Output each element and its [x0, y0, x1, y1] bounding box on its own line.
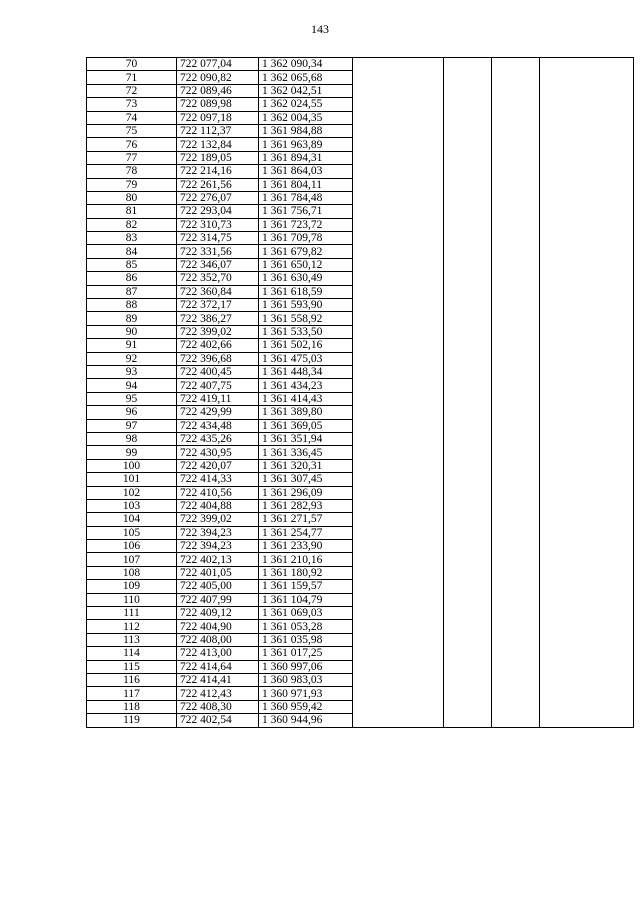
point-number-cell: 82 — [87, 218, 177, 231]
y-coordinate-cell: 1 361 894,31 — [259, 151, 353, 164]
y-coordinate-cell: 1 361 210,16 — [259, 553, 353, 566]
point-number-cell: 112 — [87, 620, 177, 633]
x-coordinate-cell: 722 090,82 — [177, 71, 259, 84]
point-number-cell: 86 — [87, 272, 177, 285]
x-coordinate-cell: 722 189,05 — [177, 151, 259, 164]
point-number-cell: 73 — [87, 98, 177, 111]
point-number-cell: 72 — [87, 84, 177, 97]
point-number-cell: 109 — [87, 580, 177, 593]
x-coordinate-cell: 722 404,90 — [177, 620, 259, 633]
x-coordinate-cell: 722 429,99 — [177, 406, 259, 419]
x-coordinate-cell: 722 405,00 — [177, 580, 259, 593]
point-number-cell: 93 — [87, 365, 177, 378]
y-coordinate-cell: 1 361 414,43 — [259, 392, 353, 405]
x-coordinate-cell: 722 310,73 — [177, 218, 259, 231]
point-number-cell: 111 — [87, 607, 177, 620]
x-coordinate-cell: 722 419,11 — [177, 392, 259, 405]
y-coordinate-cell: 1 360 959,42 — [259, 700, 353, 713]
y-coordinate-cell: 1 361 502,16 — [259, 339, 353, 352]
point-number-cell: 115 — [87, 660, 177, 673]
point-number-cell: 79 — [87, 178, 177, 191]
y-coordinate-cell: 1 361 723,72 — [259, 218, 353, 231]
point-number-cell: 87 — [87, 285, 177, 298]
empty-column-7 — [540, 58, 634, 728]
x-coordinate-cell: 722 430,95 — [177, 446, 259, 459]
y-coordinate-cell: 1 361 254,77 — [259, 526, 353, 539]
x-coordinate-cell: 722 132,84 — [177, 138, 259, 151]
point-number-cell: 107 — [87, 553, 177, 566]
y-coordinate-cell: 1 361 035,98 — [259, 633, 353, 646]
x-coordinate-cell: 722 402,66 — [177, 339, 259, 352]
x-coordinate-cell: 722 089,98 — [177, 98, 259, 111]
x-coordinate-cell: 722 413,00 — [177, 647, 259, 660]
table-row — [87, 58, 634, 71]
y-coordinate-cell: 1 361 630,49 — [259, 272, 353, 285]
y-coordinate-cell: 1 361 336,45 — [259, 446, 353, 459]
y-coordinate-cell: 1 361 017,25 — [259, 647, 353, 660]
x-coordinate-cell: 722 420,07 — [177, 459, 259, 472]
y-coordinate-cell: 1 360 971,93 — [259, 687, 353, 700]
y-coordinate-cell: 1 361 389,80 — [259, 406, 353, 419]
y-coordinate-cell: 1 361 593,90 — [259, 299, 353, 312]
x-coordinate-cell: 722 314,75 — [177, 232, 259, 245]
point-number-cell: 83 — [87, 232, 177, 245]
empty-column-5 — [444, 58, 492, 728]
x-coordinate-cell: 722 414,33 — [177, 473, 259, 486]
point-number-cell: 90 — [87, 325, 177, 338]
y-coordinate-cell: 1 361 069,03 — [259, 607, 353, 620]
point-number-cell: 70 — [87, 58, 177, 71]
y-coordinate-cell: 1 360 983,03 — [259, 673, 353, 686]
coordinates-table — [86, 57, 634, 728]
point-number-cell: 95 — [87, 392, 177, 405]
point-number-cell: 118 — [87, 700, 177, 713]
x-coordinate-cell: 722 407,75 — [177, 379, 259, 392]
y-coordinate-cell: 1 361 963,89 — [259, 138, 353, 151]
y-coordinate-cell: 1 361 104,79 — [259, 593, 353, 606]
table-body — [87, 58, 634, 728]
point-number-cell: 113 — [87, 633, 177, 646]
x-coordinate-cell: 722 407,99 — [177, 593, 259, 606]
y-coordinate-cell: 1 361 053,28 — [259, 620, 353, 633]
x-coordinate-cell: 722 414,41 — [177, 673, 259, 686]
point-number-cell: 105 — [87, 526, 177, 539]
x-coordinate-cell: 722 089,46 — [177, 84, 259, 97]
x-coordinate-cell: 722 214,16 — [177, 165, 259, 178]
y-coordinate-cell: 1 361 351,94 — [259, 432, 353, 445]
point-number-cell: 81 — [87, 205, 177, 218]
y-coordinate-cell: 1 361 296,09 — [259, 486, 353, 499]
y-coordinate-cell: 1 361 804,11 — [259, 178, 353, 191]
empty-column-4 — [353, 58, 444, 728]
x-coordinate-cell: 722 112,37 — [177, 124, 259, 137]
point-number-cell: 96 — [87, 406, 177, 419]
x-coordinate-cell: 722 372,17 — [177, 299, 259, 312]
page-number: 143 — [311, 22, 329, 36]
x-coordinate-cell: 722 409,12 — [177, 607, 259, 620]
point-number-cell: 119 — [87, 714, 177, 727]
x-coordinate-cell: 722 401,05 — [177, 566, 259, 579]
point-number-cell: 94 — [87, 379, 177, 392]
y-coordinate-cell: 1 361 369,05 — [259, 419, 353, 432]
x-coordinate-cell: 722 352,70 — [177, 272, 259, 285]
point-number-cell: 85 — [87, 258, 177, 271]
y-coordinate-cell: 1 361 650,12 — [259, 258, 353, 271]
y-coordinate-cell: 1 361 558,92 — [259, 312, 353, 325]
point-number-cell: 116 — [87, 673, 177, 686]
y-coordinate-cell: 1 362 024,55 — [259, 98, 353, 111]
point-number-cell: 102 — [87, 486, 177, 499]
x-coordinate-cell: 722 399,02 — [177, 513, 259, 526]
y-coordinate-cell: 1 361 448,34 — [259, 365, 353, 378]
point-number-cell: 92 — [87, 352, 177, 365]
y-coordinate-cell: 1 361 864,03 — [259, 165, 353, 178]
x-coordinate-cell: 722 346,07 — [177, 258, 259, 271]
point-number-cell: 103 — [87, 499, 177, 512]
point-number-cell: 108 — [87, 566, 177, 579]
y-coordinate-cell: 1 361 709,78 — [259, 232, 353, 245]
x-coordinate-cell: 722 077,04 — [177, 58, 259, 71]
y-coordinate-cell: 1 360 997,06 — [259, 660, 353, 673]
point-number-cell: 89 — [87, 312, 177, 325]
point-number-cell: 74 — [87, 111, 177, 124]
y-coordinate-cell: 1 361 307,45 — [259, 473, 353, 486]
x-coordinate-cell: 722 404,88 — [177, 499, 259, 512]
point-number-cell: 91 — [87, 339, 177, 352]
y-coordinate-cell: 1 362 065,68 — [259, 71, 353, 84]
x-coordinate-cell: 722 402,54 — [177, 714, 259, 727]
x-coordinate-cell: 722 414,64 — [177, 660, 259, 673]
point-number-cell: 100 — [87, 459, 177, 472]
point-number-cell: 106 — [87, 540, 177, 553]
x-coordinate-cell: 722 276,07 — [177, 191, 259, 204]
x-coordinate-cell: 722 408,00 — [177, 633, 259, 646]
y-coordinate-cell: 1 362 090,34 — [259, 58, 353, 71]
point-number-cell: 104 — [87, 513, 177, 526]
point-number-cell: 75 — [87, 124, 177, 137]
x-coordinate-cell: 722 394,23 — [177, 526, 259, 539]
x-coordinate-cell: 722 408,30 — [177, 700, 259, 713]
y-coordinate-cell: 1 361 679,82 — [259, 245, 353, 258]
point-number-cell: 78 — [87, 165, 177, 178]
x-coordinate-cell: 722 360,84 — [177, 285, 259, 298]
point-number-cell: 98 — [87, 432, 177, 445]
point-number-cell: 114 — [87, 647, 177, 660]
y-coordinate-cell: 1 361 159,57 — [259, 580, 353, 593]
point-number-cell: 117 — [87, 687, 177, 700]
point-number-cell: 88 — [87, 299, 177, 312]
x-coordinate-cell: 722 410,56 — [177, 486, 259, 499]
point-number-cell: 84 — [87, 245, 177, 258]
x-coordinate-cell: 722 399,02 — [177, 325, 259, 338]
x-coordinate-cell: 722 434,48 — [177, 419, 259, 432]
y-coordinate-cell: 1 361 434,23 — [259, 379, 353, 392]
y-coordinate-cell: 1 361 784,48 — [259, 191, 353, 204]
x-coordinate-cell: 722 386,27 — [177, 312, 259, 325]
empty-column-6 — [492, 58, 540, 728]
x-coordinate-cell: 722 400,45 — [177, 365, 259, 378]
y-coordinate-cell: 1 361 320,31 — [259, 459, 353, 472]
x-coordinate-cell: 722 402,13 — [177, 553, 259, 566]
y-coordinate-cell: 1 361 984,88 — [259, 124, 353, 137]
x-coordinate-cell: 722 435,26 — [177, 432, 259, 445]
point-number-cell: 77 — [87, 151, 177, 164]
point-number-cell: 76 — [87, 138, 177, 151]
y-coordinate-cell: 1 361 618,59 — [259, 285, 353, 298]
x-coordinate-cell: 722 261,56 — [177, 178, 259, 191]
point-number-cell: 71 — [87, 71, 177, 84]
y-coordinate-cell: 1 360 944,96 — [259, 714, 353, 727]
x-coordinate-cell: 722 097,18 — [177, 111, 259, 124]
y-coordinate-cell: 1 361 475,03 — [259, 352, 353, 365]
point-number-cell: 110 — [87, 593, 177, 606]
y-coordinate-cell: 1 361 233,90 — [259, 540, 353, 553]
y-coordinate-cell: 1 362 042,51 — [259, 84, 353, 97]
x-coordinate-cell: 722 293,04 — [177, 205, 259, 218]
x-coordinate-cell: 722 331,56 — [177, 245, 259, 258]
y-coordinate-cell: 1 362 004,35 — [259, 111, 353, 124]
y-coordinate-cell: 1 361 180,92 — [259, 566, 353, 579]
y-coordinate-cell: 1 361 756,71 — [259, 205, 353, 218]
x-coordinate-cell: 722 396,68 — [177, 352, 259, 365]
y-coordinate-cell: 1 361 282,93 — [259, 499, 353, 512]
x-coordinate-cell: 722 412,43 — [177, 687, 259, 700]
y-coordinate-cell: 1 361 271,57 — [259, 513, 353, 526]
y-coordinate-cell: 1 361 533,50 — [259, 325, 353, 338]
point-number-cell: 99 — [87, 446, 177, 459]
point-number-cell: 80 — [87, 191, 177, 204]
point-number-cell: 101 — [87, 473, 177, 486]
x-coordinate-cell: 722 394,23 — [177, 540, 259, 553]
point-number-cell: 97 — [87, 419, 177, 432]
